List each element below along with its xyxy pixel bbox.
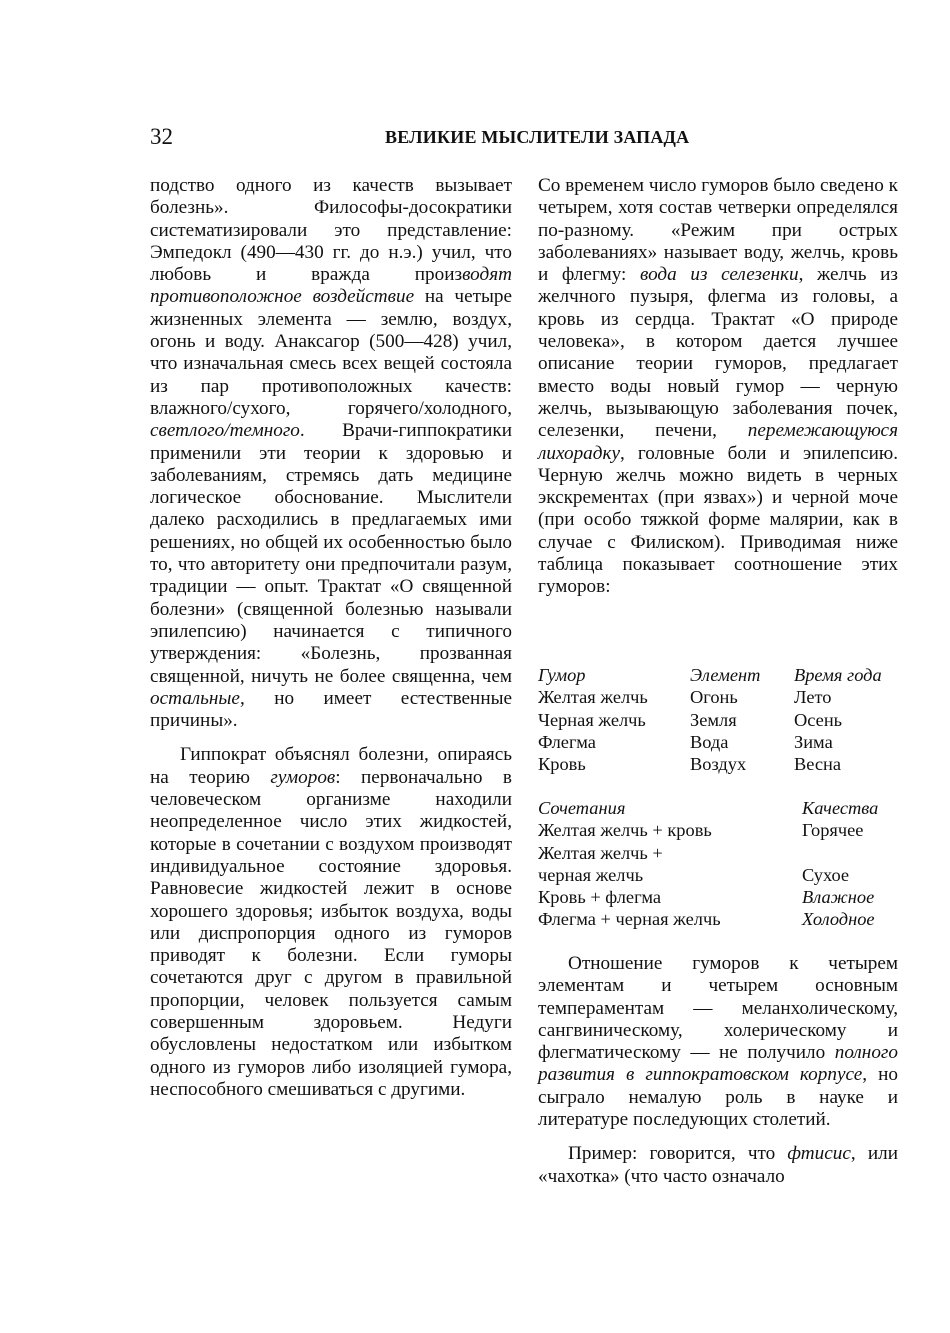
text-run: Пример: говорится, что [568,1143,788,1165]
text-run: , или «чахотка» (что часто означало [538,1143,898,1187]
table-cell: Осень [794,709,843,730]
italic-run: фтисис [787,1143,851,1165]
table-header-row [538,664,882,686]
italic-run: вода из селезенки [640,264,799,286]
text-run: Со временем число гуморов было сведено к четырем, хотя состав четверки определялся по-разному. «Режим при острых заболеваниях» называет воду, желчь, кровь и флегму: [538,175,898,286]
running-title: ВЕЛИКИЕ МЫСЛИТЕЛИ ЗАПАДА [385,127,690,147]
table-cell [802,842,878,864]
table-header-cell: Сочетания [538,798,626,818]
table-cell: Лето [794,687,832,708]
right-column-lower [538,953,898,1188]
paragraph-left-2 [150,744,512,1101]
italic-run: светлого/темного [150,420,300,442]
paragraph-right-2 [538,953,898,1131]
table-cell: Сухое [802,864,850,885]
table-row [538,686,882,708]
table-cell: Желтая желчь + кровь [538,820,712,841]
text-run: подство одного из качеств вызывает болезнь». Философы-досократики систематизировали это представление: Эмпедокл (490—430 гг. до н.э.) учил, что любовь и вражда произ [150,175,512,286]
table-cell: Кровь [538,754,586,775]
paragraph-right-3 [538,1143,898,1188]
table-cell: Флегма [538,731,596,752]
table-header-cell: Качества [802,798,879,818]
italic-run: остальные [150,687,240,709]
table-cell: Флегма + черная желчь [538,909,721,930]
table-row [538,753,882,775]
text-run: , но имеет естественные причины». [150,687,512,732]
text-run: , головные боли и эпилепсию. Черную желчь можно видеть в черных экскрементах (при язвах») и черной моче (при особо тяжкой форме малярии, как в случае с Филиском). Приводимая ниже таблица показывает соотношение этих гуморов: [538,442,898,598]
text-run: Гиппократ объяснял болезни, опираясь на теорию [150,744,512,788]
italic-run: перемежающуюся лихорадку [538,420,898,464]
text-run: , желчь из желчного пузыря, флегма из головы, а кровь из сердца. Трактат «О природе человека», в котором дается лучшее описание теории гуморов, предлагает вместо воды новый гумор — черную желчь, вызывающую заболевания почек, селезенки, печени, [538,264,899,442]
page-number: 32 [150,124,173,149]
table-row [538,819,878,841]
text-run: Отношение гуморов к четырем элементам и четырем основным темпераментам — меланхолическому, сангвиническому, холерическому и флегматическому — не получило [538,953,898,1064]
table-cell: Весна [794,754,842,775]
table-row [538,731,882,753]
table-cell: Желтая желчь + [538,842,663,863]
table-cell: Огонь [690,687,738,708]
italic-run: гуморов [270,766,336,788]
combination-table [538,797,878,931]
table-cell: Воздух [690,754,747,775]
table-header-cell: Элемент [690,665,761,685]
italic-run: полного развития в гиппократовском корпусе [538,1042,898,1086]
table-cell: черная желчь [538,864,644,885]
right-column [538,175,898,599]
table-cell: Кровь + флегма [538,887,662,908]
table-row [538,842,878,864]
table-cell: Желтая желчь [538,687,648,708]
table-row [538,709,882,731]
table-header-cell: Гумор [538,665,586,685]
text-run: : первоначально в человеческом организме находили неопределенное число этих жидкостей, которые в сочетании с воздухом производят индивидуальное состояние здоровья. Равновесие жидкостей лежит в основе хорошего здоровья; избыток воздуха, воды или диспропорция одного из гуморов приводят к болезни. Если гуморы сочетаются друг с другом в правильной пропорции, человек пользуется самым совершенным здоровьем. Недуги обусловлены недостатком или избытком одного из гуморов либо изоляцией гумора, неспособного смешиваться с другими. [150,766,512,1100]
table-cell: Вода [690,731,729,752]
paragraph-left-1 [150,175,512,732]
italic-run: водят противоположное воздействие [150,264,512,308]
table-cell: Черная желчь [538,709,646,730]
left-column [150,175,512,1101]
table-row [538,908,878,930]
text-run: , но сыграло немалую роль в науке и литературе последующих столетий. [538,1064,898,1131]
table-cell: Влажное [802,887,875,908]
text-run: . Врачи-гиппократики применили эти теории к здоровью и заболеваниям, стремясь дать медицине логическое обоснование. Мыслители далеко расходились в предлагаемых ими решениях, но общей их особенностью было то, что авторитету они предпочитали разум, традиции — опыт. Трактат «О священной болезни» (священной болезнью называли эпилепсию) начинается с типичного утверждения: «Болезнь, прозванная священной, ничуть не более священна, чем [150,420,512,687]
text-run: на четыре жизненных элемента — землю, воздух, огонь и воду. Анаксагор (500—428) учил, что изначальная смесь всех вещей состояла из пар противоположных качеств: влажного/сухого, горячего/холодного, [150,286,512,419]
table-cell: Зима [794,731,833,752]
table-cell: Холодное [802,909,875,930]
table-cell: Горячее [802,820,864,841]
paragraph-right-1 [538,175,898,599]
table-row [538,886,878,908]
table-header-row [538,797,878,819]
table-header-cell: Время года [794,665,882,685]
humor-table [538,664,882,775]
table-cell: Земля [690,709,737,730]
table-row [538,864,878,886]
